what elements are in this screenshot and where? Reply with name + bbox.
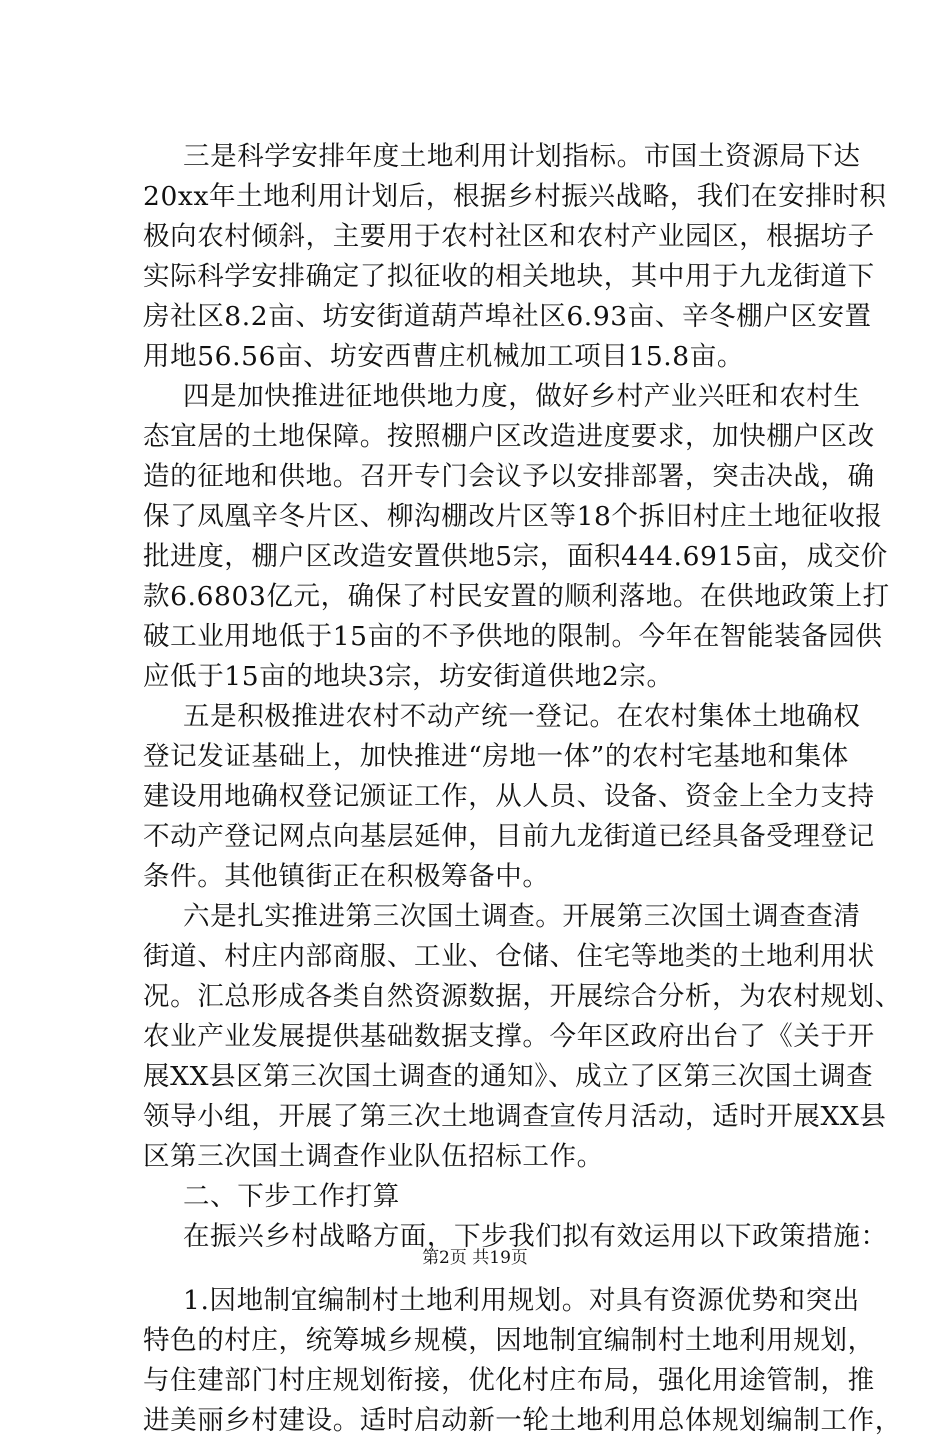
- text-line: 1.因地制宜编制村土地利用规划。对具有资源优势和突出: [183, 1285, 860, 1316]
- text-line: 六是扎实推进第三次国土调查。开展第三次国土调查查清: [183, 901, 861, 932]
- text-line: 20xx年土地利用计划后，根据乡村振兴战略，我们在安排时积: [143, 181, 887, 212]
- text-line: 五是积极推进农村不动产统一登记。在农村集体土地确权: [183, 701, 861, 732]
- text-line: 况。汇总形成各类自然资源数据，开展综合分析，为农村规划、: [143, 981, 902, 1012]
- text-line: 条件。其他镇街正在积极筹备中。: [143, 861, 550, 892]
- text-line: 用地56.56亩、坊安西曹庄机械加工项目15.8亩。: [143, 341, 744, 372]
- text-line: 房社区8.2亩、坊安街道葫芦埠社区6.93亩、辛冬棚户区安置: [143, 301, 872, 332]
- text-line: 与住建部门村庄规划衔接，优化村庄布局，强化用途管制，推: [143, 1365, 875, 1396]
- text-line: 二、下步工作打算: [183, 1181, 400, 1212]
- text-line: 款6.6803亿元，确保了村民安置的顺利落地。在供地政策上打: [143, 581, 890, 612]
- text-line: 展XX县区第三次国土调查的通知》、成立了区第三次国土调查: [143, 1061, 874, 1092]
- text-line: 不动产登记网点向基层延伸，目前九龙街道已经具备受理登记: [143, 821, 875, 852]
- text-line: 农业产业发展提供基础数据支撑。今年区政府出台了《关于开: [143, 1021, 875, 1052]
- text-line: 极向农村倾斜，主要用于农村社区和农村产业园区，根据坊子: [143, 221, 875, 252]
- text-line: 区第三次国土调查作业队伍招标工作。: [143, 1141, 604, 1172]
- text-line: 实际科学安排确定了拟征收的相关地块，其中用于九龙街道下: [143, 261, 875, 292]
- text-line: 四是加快推进征地供地力度，做好乡村产业兴旺和农村生: [183, 381, 861, 412]
- text-line: 态宜居的土地保障。按照棚户区改造进度要求，加快棚户区改: [143, 421, 875, 452]
- text-line: 在振兴乡村战略方面，下步我们拟有效运用以下政策措施：: [183, 1221, 888, 1252]
- text-line: 应低于15亩的地块3宗，坊安街道供地2宗。: [143, 661, 674, 692]
- text-line: 登记发证基础上，加快推进“房地一体”的农村宅基地和集体: [143, 741, 849, 772]
- text-line: 领导小组，开展了第三次土地调查宣传月活动，适时开展XX县: [143, 1101, 887, 1132]
- text-line: 特色的村庄，统筹城乡规模，因地制宜编制村土地利用规划，: [143, 1325, 875, 1356]
- text-line: 造的征地和供地。召开专门会议予以安排部署，突击决战，确: [143, 461, 875, 492]
- text-line: 街道、村庄内部商服、工业、仓储、住宅等地类的土地利用状: [143, 941, 875, 972]
- text-line: 进美丽乡村建设。适时启动新一轮土地利用总体规划编制工作，: [143, 1405, 902, 1436]
- text-line: 建设用地确权登记颁证工作，从人员、设备、资金上全力支持: [143, 781, 875, 812]
- text-line: 破工业用地低于15亩的不予供地的限制。今年在智能装备园供: [143, 621, 883, 652]
- text-line: 保了凤凰辛冬片区、柳沟棚改片区等18个拆旧村庄土地征收报: [143, 501, 883, 532]
- text-line: 三是科学安排年度土地利用计划指标。市国土资源局下达: [183, 141, 861, 172]
- page-footer: 第2页 共19页: [422, 1248, 528, 1268]
- text-line: 批进度，棚户区改造安置供地5宗，面积444.6915亩，成交价: [143, 541, 888, 572]
